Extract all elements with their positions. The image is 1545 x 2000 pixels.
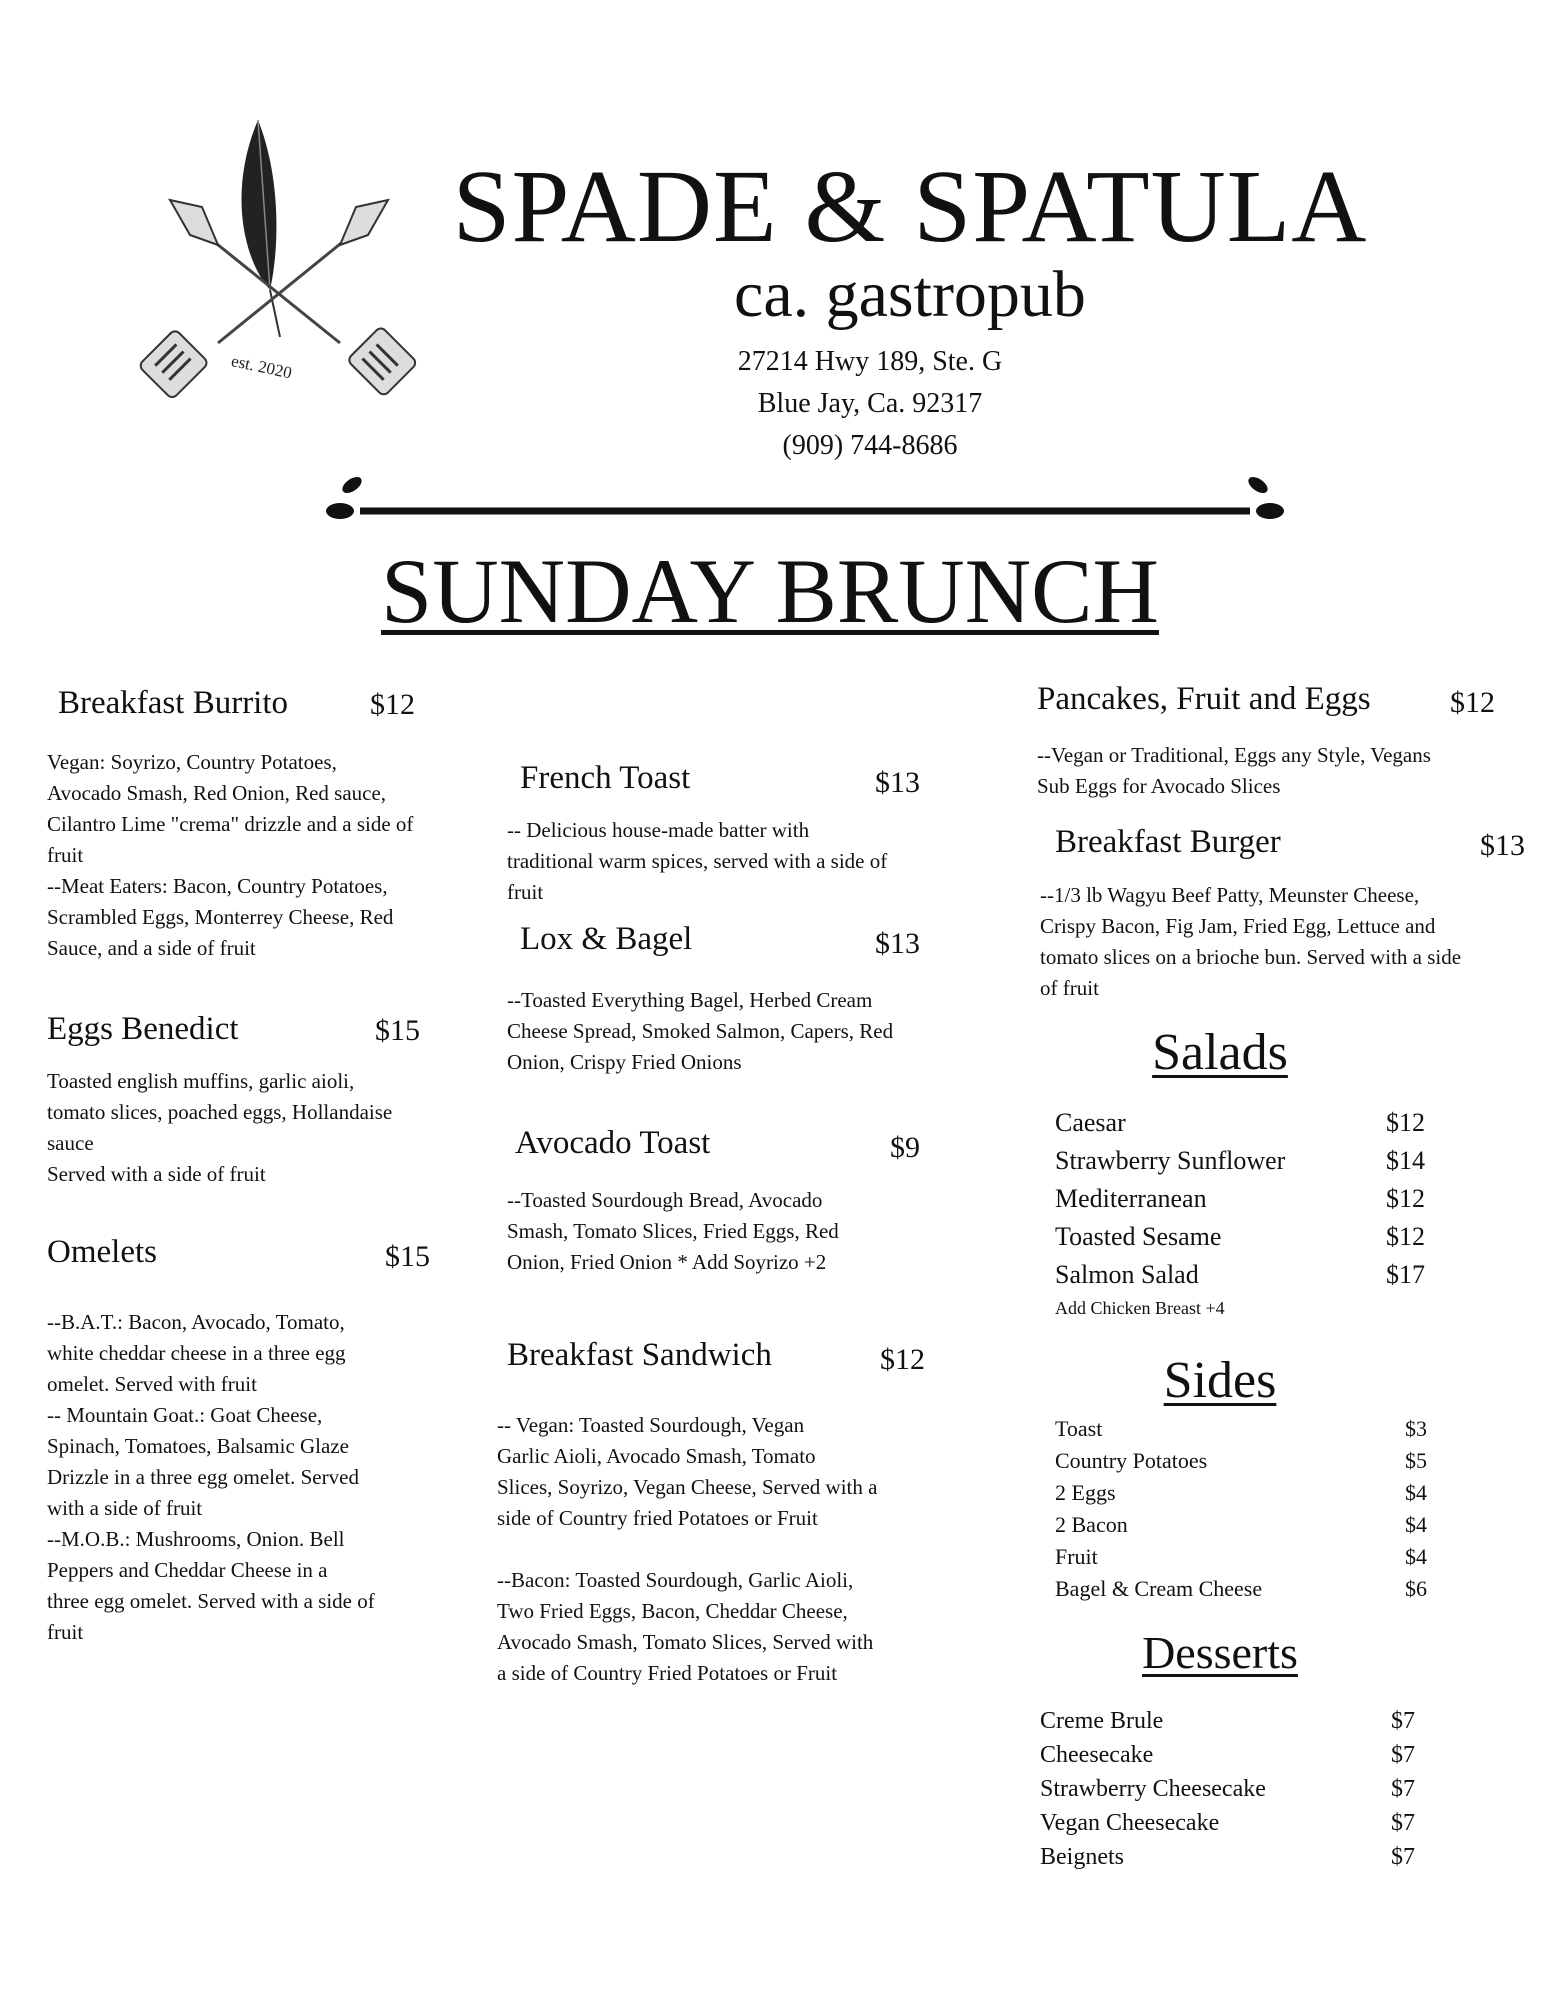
item-price: $13	[875, 927, 920, 960]
item-name: Lox & Bagel	[520, 921, 693, 957]
item-price: $15	[375, 1014, 420, 1047]
side-item: Country Potatoes $5	[1055, 1448, 1427, 1473]
item-description: -- Delicious house-made batter with traditional warm spices, served with a side of fruit	[507, 818, 888, 904]
side-item: Toast $3	[1055, 1416, 1427, 1441]
item-price: $13	[875, 766, 920, 799]
spade-spatula-logo	[130, 115, 430, 415]
salads-heading: Salads	[1152, 1024, 1288, 1081]
dessert-item: Beignets $7	[1040, 1844, 1415, 1870]
side-item: 2 Bacon $4	[1055, 1512, 1427, 1537]
sides-heading: Sides	[1163, 1352, 1277, 1409]
salads-list	[1055, 1108, 1425, 1298]
salad-addon-note: Add Chicken Breast +4	[1055, 1298, 1225, 1318]
dessert-item: Cheesecake $7	[1040, 1742, 1415, 1768]
item-name: Breakfast Sandwich	[507, 1337, 772, 1373]
salad-item: Caesar $12	[1055, 1108, 1425, 1137]
menu-title: SUNDAY BRUNCH	[381, 540, 1159, 642]
ornamental-divider	[290, 460, 1320, 520]
salad-item: Strawberry Sunflower $14	[1055, 1146, 1425, 1175]
item-name: Avocado Toast	[515, 1125, 711, 1161]
item-description: Toasted english muffins, garlic aioli, tomato slices, poached eggs, Hollandaise sauce Served with a side of fruit	[47, 1069, 393, 1186]
phone-number: (909) 744-8686	[782, 430, 958, 461]
item-price: $9	[890, 1131, 920, 1164]
desserts-heading: Desserts	[1142, 1627, 1298, 1678]
restaurant-subtitle: ca. gastropub	[734, 258, 1086, 331]
item-price: $12	[880, 1343, 925, 1376]
item-description: Vegan: Soyrizo, Country Potatoes, Avocado Smash, Red Onion, Red sauce, Cilantro Lime "crema" drizzle and a side of fruit --Meat Eaters: Bacon, Country Potatoes, Scrambled Eggs, Monterrey Cheese, Red Sauce, and a side of fruit	[47, 750, 414, 960]
est-label: est. 2020	[229, 351, 294, 383]
salad-item: Salmon Salad $17	[1055, 1260, 1425, 1289]
dessert-item: Vegan Cheesecake $7	[1040, 1810, 1415, 1836]
side-item: Bagel & Cream Cheese $6	[1055, 1576, 1427, 1601]
restaurant-name: SPADE & SPATULA	[452, 149, 1368, 264]
item-description: --Toasted Sourdough Bread, Avocado Smash, Tomato Slices, Fried Eggs, Red Onion, Fried Onion * Add Soyrizo +2	[507, 1188, 839, 1274]
item-price: $13	[1480, 829, 1525, 862]
address-line-2: Blue Jay, Ca. 92317	[757, 388, 983, 419]
address-line-1: 27214 Hwy 189, Ste. G	[737, 346, 1003, 377]
salad-item: Mediterranean $12	[1055, 1184, 1425, 1213]
item-description: --B.A.T.: Bacon, Avocado, Tomato, white cheddar cheese in a three egg omelet. Served with fruit -- Mountain Goat.: Goat Cheese, Spinach, Tomatoes, Balsamic Glaze Drizzle in a three egg omelet. Served with a side of fruit --M.O.B.: Mushrooms, Onion. Bell Peppers and Cheddar Cheese in a three egg omelet. Served with a side of fruit	[47, 1310, 375, 1644]
item-name: Pancakes, Fruit and Eggs	[1037, 681, 1371, 717]
item-description: -- Vegan: Toasted Sourdough, Vegan Garlic Aioli, Avocado Smash, Tomato Slices, Soyrizo, Vegan Cheese, Served with a side of Country fried Potatoes or Fruit --Bacon: Toasted Sourdough, Garlic Aioli, Two Fried Eggs, Bacon, Cheddar Cheese, Avocado Smash, Tomato Slices, Served with a side of Country Fried Potatoes or Fruit	[497, 1413, 878, 1685]
item-name: Breakfast Burger	[1055, 824, 1281, 860]
side-item: Fruit $4	[1055, 1544, 1427, 1569]
dessert-item: Strawberry Cheesecake $7	[1040, 1776, 1415, 1802]
side-item: 2 Eggs $4	[1055, 1480, 1427, 1505]
salad-item: Toasted Sesame $12	[1055, 1222, 1425, 1251]
desserts-list	[1040, 1708, 1415, 1878]
item-name: Omelets	[47, 1234, 157, 1270]
item-description: --Vegan or Traditional, Eggs any Style, Vegans Sub Eggs for Avocado Slices	[1037, 743, 1431, 798]
item-price: $15	[385, 1240, 430, 1273]
item-name: Breakfast Burrito	[58, 685, 289, 721]
item-name: French Toast	[520, 760, 691, 796]
item-description: --Toasted Everything Bagel, Herbed Cream Cheese Spread, Smoked Salmon, Capers, Red Onion, Crispy Fried Onions	[507, 988, 894, 1074]
item-name: Eggs Benedict	[47, 1011, 239, 1047]
dessert-item: Creme Brule $7	[1040, 1708, 1415, 1734]
sides-list	[1055, 1416, 1427, 1608]
item-price: $12	[1450, 686, 1495, 719]
item-description: --1/3 lb Wagyu Beef Patty, Meunster Cheese, Crispy Bacon, Fig Jam, Fried Egg, Lettuce and tomato slices on a brioche bun. Served with a side of fruit	[1040, 883, 1462, 1000]
item-price: $12	[370, 688, 415, 721]
